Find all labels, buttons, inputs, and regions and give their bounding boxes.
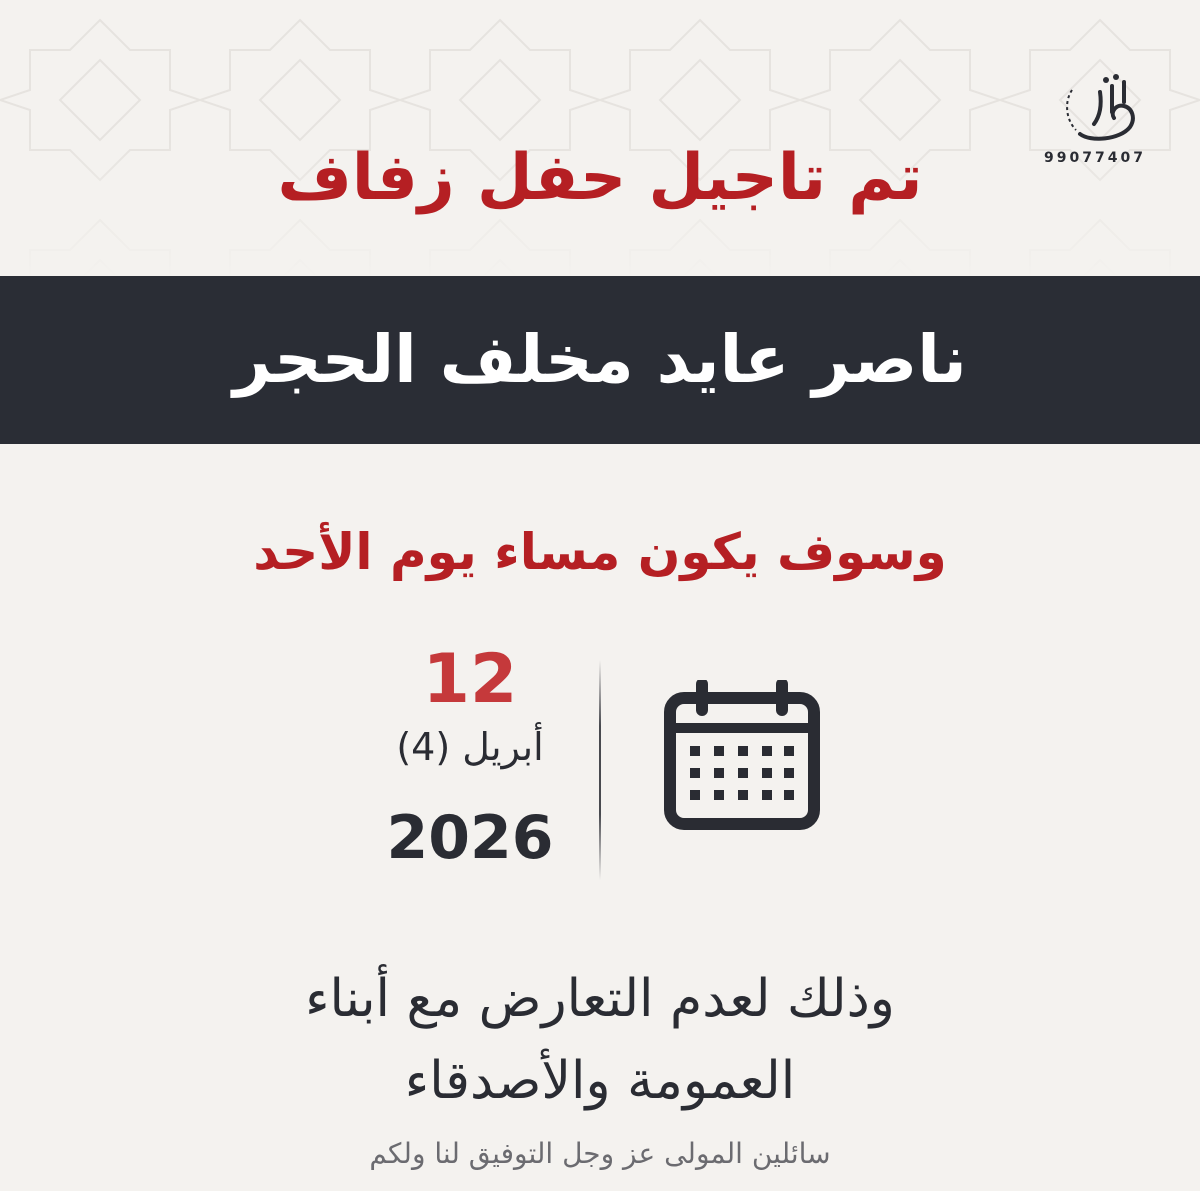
vertical-divider (599, 660, 601, 880)
closing-prayer: سائلين المولى عز وجل التوفيق لنا ولكم (369, 1137, 831, 1170)
reason-line-1: وذلك لعدم التعارض مع أبناء (305, 969, 895, 1029)
name-banner (0, 276, 1200, 444)
date-day: 12 (422, 640, 518, 719)
groom-name: ناصر عايد مخلف الحجر (233, 321, 967, 398)
subheadline: وسوف يكون مساء يوم الأحد (253, 523, 947, 581)
date-year: 2026 (386, 803, 554, 873)
headline: تم تاجيل حفل زفاف (277, 141, 923, 215)
logo-phone-number: 99077407 (1044, 150, 1146, 166)
date-block (340, 640, 580, 880)
reason-text (0, 958, 1200, 1122)
reason-line-2: العمومة والأصدقاء (404, 1051, 796, 1111)
date-month: أبريل (4) (396, 725, 544, 769)
calendar-icon (662, 680, 822, 830)
